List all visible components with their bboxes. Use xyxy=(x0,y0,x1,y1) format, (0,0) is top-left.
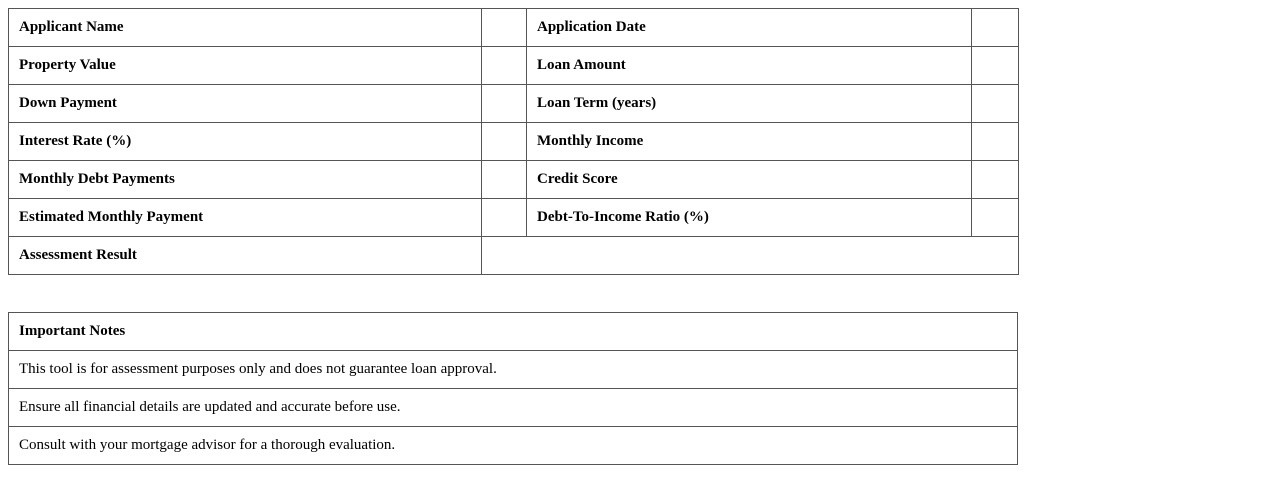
form-row xyxy=(9,9,1019,47)
monthly-income-cell[interactable] xyxy=(972,123,1019,161)
credit-score-cell[interactable] xyxy=(972,161,1019,199)
monthly-debt-payments-cell[interactable] xyxy=(482,161,527,199)
interest-rate-label: Interest Rate (%) xyxy=(9,123,482,161)
monthly-debt-payments-label: Monthly Debt Payments xyxy=(9,161,482,199)
note-row xyxy=(9,389,1018,427)
important-notes-table xyxy=(8,312,1018,465)
monthly-income-input[interactable] xyxy=(972,123,1018,160)
property-value-input[interactable] xyxy=(482,47,526,84)
form-row xyxy=(9,161,1019,199)
estimated-monthly-payment-input[interactable] xyxy=(482,199,526,236)
loan-amount-label: Loan Amount xyxy=(527,47,972,85)
application-date-cell[interactable] xyxy=(972,9,1019,47)
property-value-cell[interactable] xyxy=(482,47,527,85)
debt-to-income-ratio-input[interactable] xyxy=(972,199,1018,236)
credit-score-label: Credit Score xyxy=(527,161,972,199)
form-row xyxy=(9,85,1019,123)
down-payment-input[interactable] xyxy=(482,85,526,122)
loan-assessment-form xyxy=(8,8,1019,275)
credit-score-input[interactable] xyxy=(972,161,1018,198)
property-value-label: Property Value xyxy=(9,47,482,85)
interest-rate-cell[interactable] xyxy=(482,123,527,161)
application-date-label: Application Date xyxy=(527,9,972,47)
estimated-monthly-payment-label: Estimated Monthly Payment xyxy=(9,199,482,237)
form-row xyxy=(9,47,1019,85)
loan-term-label: Loan Term (years) xyxy=(527,85,972,123)
loan-term-input[interactable] xyxy=(972,85,1018,122)
loan-term-cell[interactable] xyxy=(972,85,1019,123)
monthly-income-label: Monthly Income xyxy=(527,123,972,161)
down-payment-label: Down Payment xyxy=(9,85,482,123)
notes-header-row xyxy=(9,313,1018,351)
assessment-result-label: Assessment Result xyxy=(9,237,482,275)
form-row xyxy=(9,123,1019,161)
note-item: Ensure all financial details are updated and accurate before use. xyxy=(9,389,1018,427)
note-item: Consult with your mortgage advisor for a thorough evaluation. xyxy=(9,427,1018,465)
important-notes-title: Important Notes xyxy=(9,313,1018,351)
form-row xyxy=(9,199,1019,237)
applicant-name-input[interactable] xyxy=(482,9,526,46)
interest-rate-input[interactable] xyxy=(482,123,526,160)
application-date-input[interactable] xyxy=(972,9,1018,46)
applicant-name-label: Applicant Name xyxy=(9,9,482,47)
note-item: This tool is for assessment purposes only and does not guarantee loan approval. xyxy=(9,351,1018,389)
debt-to-income-ratio-cell[interactable] xyxy=(972,199,1019,237)
loan-amount-input[interactable] xyxy=(972,47,1018,84)
note-row xyxy=(9,427,1018,465)
applicant-name-cell[interactable] xyxy=(482,9,527,47)
assessment-result-value xyxy=(482,237,1019,275)
loan-amount-cell[interactable] xyxy=(972,47,1019,85)
assessment-row xyxy=(9,237,1019,275)
down-payment-cell[interactable] xyxy=(482,85,527,123)
note-row xyxy=(9,351,1018,389)
debt-to-income-ratio-label: Debt-To-Income Ratio (%) xyxy=(527,199,972,237)
monthly-debt-payments-input[interactable] xyxy=(482,161,526,198)
estimated-monthly-payment-cell[interactable] xyxy=(482,199,527,237)
